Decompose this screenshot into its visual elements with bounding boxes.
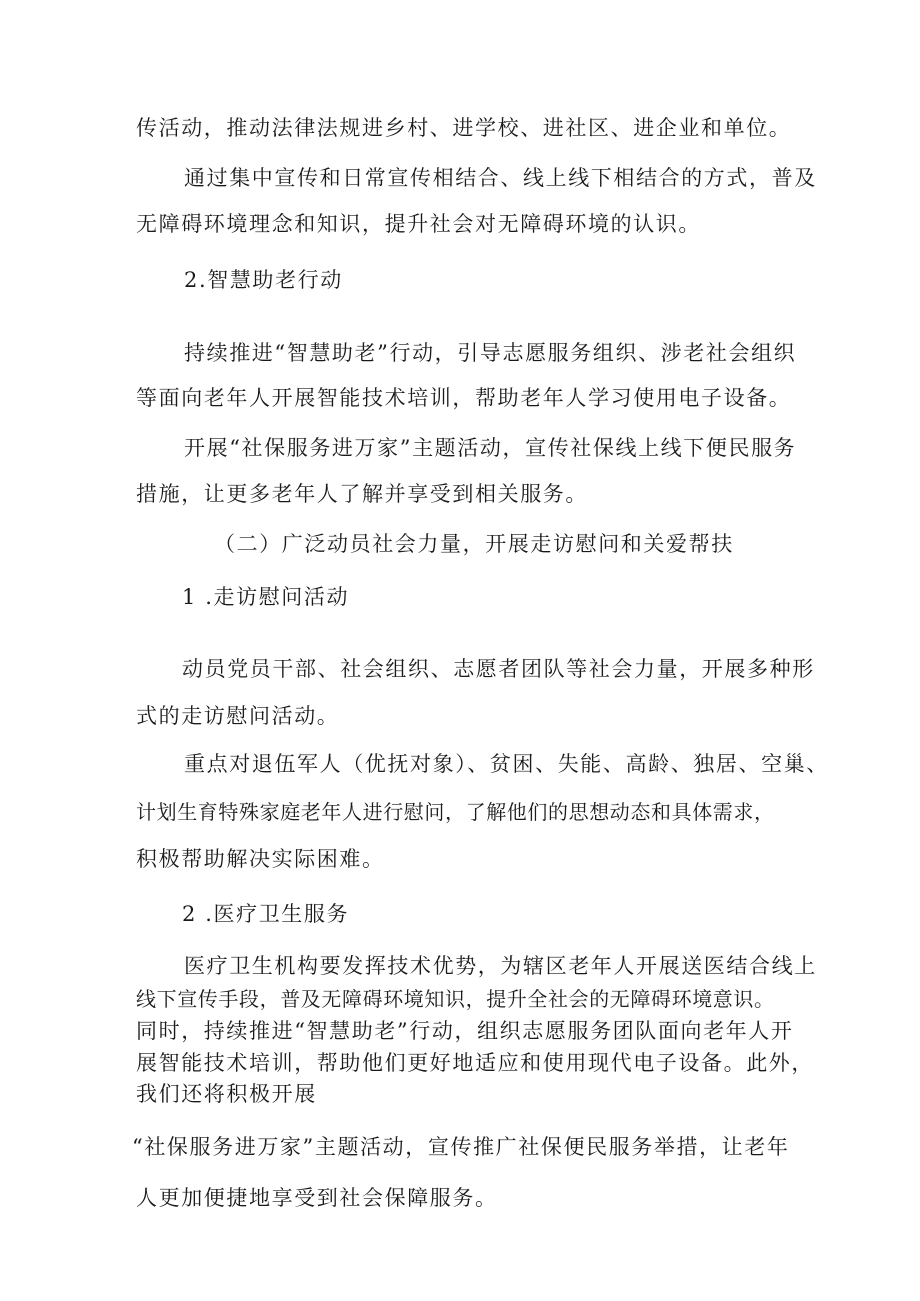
paragraph-line: 等面向老年人开展智能技术培训，帮助老年人学习使用电子设备。 [136, 386, 792, 410]
paragraph-line: “社保服务进万家”主题活动，宣传推广社保便民服务举措，让老年 [132, 1135, 790, 1159]
paragraph-line: 线下宣传手段，普及无障碍环境知识，提升全社会的无障碍环境意识。 [136, 987, 775, 1011]
chapter-heading: （二）广泛动员社会力量，开展走访慰问和关爱帮扶 [214, 532, 734, 556]
paragraph-line: 持续推进“智慧助老”行动，引导志愿服务组织、涉老社会组织 [184, 341, 797, 365]
paragraph-line: 动员党员干部、社会组织、志愿者团队等社会力量，开展多种形 [182, 657, 815, 681]
paragraph-line: 展智能技术培训，帮助他们更好地适应和使用现代电子设备。此外， [136, 1051, 814, 1075]
paragraph-line: 重点对退伍军人（优抚对象）、贫困、失能、高龄、独居、空巢、 [184, 752, 829, 776]
paragraph-line: 同时，持续推进“智慧助老”行动，组织志愿服务团队面向老年人开 [136, 1019, 794, 1043]
paragraph-line: 积极帮助解决实际困难。 [136, 847, 385, 871]
paragraph-line: 开展“社保服务进万家”主题活动，宣传社保线上线下便民服务 [184, 436, 797, 460]
paragraph-line: 通过集中宣传和日常宣传相结合、线上线下相结合的方式，普及 [184, 166, 817, 190]
section-heading: 2.智慧助老行动 [184, 268, 343, 292]
paragraph-line: 措施，让更多老年人了解并享受到相关服务。 [136, 482, 588, 506]
section-heading: 1 .走访慰问活动 [182, 585, 350, 609]
paragraph-line: 传活动，推动法律法规进乡村、进学校、进社区、进企业和单位。 [136, 116, 792, 140]
paragraph-line: 我们还将积极开展 [136, 1082, 317, 1106]
paragraph-line: 医疗卫生机构要发挥技术优势，为辖区老年人开展送医结合线上 [184, 954, 817, 978]
paragraph-line: 式的走访慰问活动。 [136, 704, 340, 728]
section-heading: 2 .医疗卫生服务 [182, 902, 350, 926]
paragraph-line: 计划生育特殊家庭老年人进行慰问，了解他们的思想动态和具体需求， [136, 800, 775, 824]
paragraph-line: 无障碍环境理念和知识，提升社会对无障碍环境的认识。 [136, 212, 701, 236]
paragraph-line: 人更加便捷地享受到社会保障服务。 [136, 1186, 498, 1210]
